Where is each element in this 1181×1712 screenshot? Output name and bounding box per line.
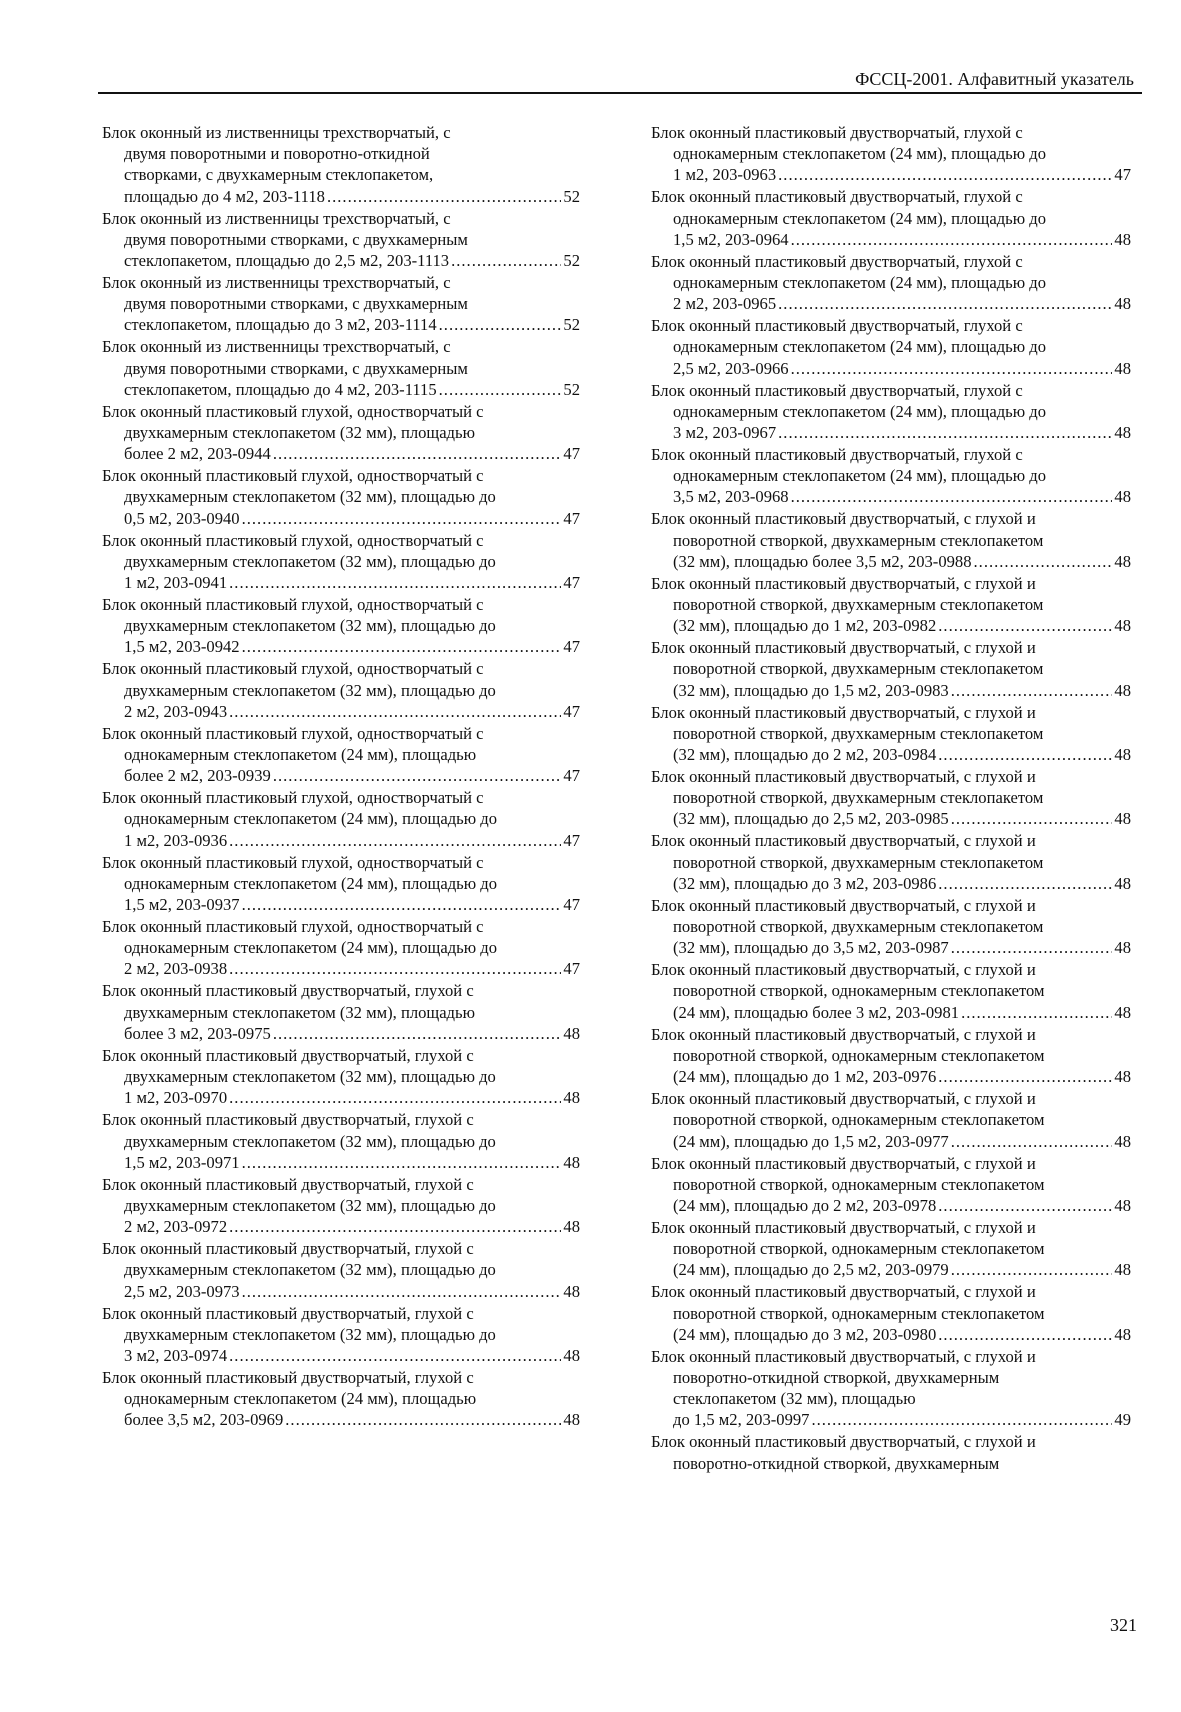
entry-last-line xyxy=(651,808,1131,829)
entry-text: (24 мм), площадью до 1 м2, 203-0976 xyxy=(673,1067,937,1087)
entry-text: Блок оконный пластиковый двустворчатый, с глухой и xyxy=(651,638,1036,658)
entry-text: 1 м2, 203-0936 xyxy=(124,830,228,850)
entry-page-ref: 52 xyxy=(563,186,580,206)
entry-last-line xyxy=(102,1281,580,1302)
index-entry xyxy=(651,1281,1131,1345)
index-entry xyxy=(102,122,580,207)
entry-page-ref: 52 xyxy=(563,315,580,335)
entry-last-line xyxy=(651,229,1131,250)
entry-text: стеклопакетом, площадью до 3 м2, 203-1114 xyxy=(124,315,437,335)
entry-text: 1,5 м2, 203-0971 xyxy=(124,1152,240,1172)
entry-page-ref: 48 xyxy=(1114,1260,1131,1280)
index-entry xyxy=(102,208,580,272)
entry-text: однокамерным стеклопакетом (24 мм), площадью до xyxy=(124,873,497,893)
entry-page-ref: 47 xyxy=(563,701,580,721)
entry-last-line xyxy=(651,486,1131,507)
dot-leader xyxy=(242,1152,562,1173)
dot-leader xyxy=(273,765,562,786)
index-entry xyxy=(651,508,1131,572)
index-entry xyxy=(102,1238,580,1302)
entry-text: однокамерным стеклопакетом (24 мм), площадью до xyxy=(124,938,497,958)
dot-leader xyxy=(273,1023,562,1044)
entry-text: Блок оконный пластиковый двустворчатый, с глухой и xyxy=(651,1089,1036,1109)
entry-last-line xyxy=(102,765,580,786)
entry-text: (32 мм), площадью до 2,5 м2, 203-0985 xyxy=(673,809,949,829)
dot-leader xyxy=(961,1002,1112,1023)
entry-text: однокамерным стеклопакетом (24 мм), площадью до xyxy=(673,208,1046,228)
entry-last-line xyxy=(102,958,580,979)
entry-text: однокамерным стеклопакетом (24 мм), площадью до xyxy=(673,401,1046,421)
entry-text: 1,5 м2, 203-0942 xyxy=(124,637,240,657)
entry-last-line xyxy=(102,1023,580,1044)
dot-leader xyxy=(974,551,1113,572)
entry-text: поворотной створкой, однокамерным стеклопакетом xyxy=(673,1045,1045,1065)
index-entry xyxy=(102,916,580,980)
entry-text: Блок оконный из лиственницы трехстворчатый, с xyxy=(102,273,451,293)
entry-text: двухкамерным стеклопакетом (32 мм), площадью до xyxy=(124,680,496,700)
dot-leader xyxy=(229,1087,561,1108)
entry-page-ref: 47 xyxy=(563,959,580,979)
entry-text: Блок оконный пластиковый двустворчатый, глухой с xyxy=(651,445,1023,465)
index-entry xyxy=(651,1217,1131,1281)
entry-page-ref: 47 xyxy=(563,766,580,786)
dot-leader xyxy=(242,894,562,915)
entry-text: более 2 м2, 203-0939 xyxy=(124,766,271,786)
entry-page-ref: 48 xyxy=(1114,745,1131,765)
index-entry xyxy=(102,852,580,916)
dot-leader xyxy=(951,808,1113,829)
dot-leader xyxy=(229,958,561,979)
entry-page-ref: 48 xyxy=(563,1345,580,1365)
index-entry xyxy=(102,658,580,722)
entry-text: однокамерным стеклопакетом (24 мм), площадью до xyxy=(673,466,1046,486)
entry-text: (24 мм), площадью до 2 м2, 203-0978 xyxy=(673,1195,937,1215)
index-entry xyxy=(651,380,1131,444)
entry-text: Блок оконный пластиковый глухой, одностворчатый с xyxy=(102,595,484,615)
entry-text: поворотной створкой, двухкамерным стеклопакетом xyxy=(673,595,1044,615)
entry-text: Блок оконный пластиковый двустворчатый, с глухой и xyxy=(651,767,1036,787)
entry-text: более 3,5 м2, 203-0969 xyxy=(124,1410,284,1430)
entry-page-ref: 48 xyxy=(1114,487,1131,507)
entry-text: Блок оконный пластиковый глухой, одностворчатый с xyxy=(102,788,484,808)
entry-last-line xyxy=(651,1259,1131,1280)
entry-text: створками, с двухкамерным стеклопакетом, xyxy=(124,165,434,185)
entry-text: (24 мм), площадью более 3 м2, 203-0981 xyxy=(673,1002,960,1022)
entry-text: Блок оконный из лиственницы трехстворчатый, с xyxy=(102,337,451,357)
dot-leader xyxy=(778,422,1112,443)
page-header xyxy=(98,66,1142,94)
entry-last-line xyxy=(651,422,1131,443)
entry-last-line xyxy=(651,1324,1131,1345)
entry-text: двумя поворотными створками, с двухкамерным xyxy=(124,229,468,249)
entry-page-ref: 47 xyxy=(563,895,580,915)
running-title: ФССЦ-2001. Алфавитный указатель xyxy=(855,69,1134,89)
index-entry xyxy=(102,1303,580,1367)
entry-text: Блок оконный пластиковый глухой, одностворчатый с xyxy=(102,401,484,421)
entry-text: поворотной створкой, однокамерным стеклопакетом xyxy=(673,1303,1045,1323)
dot-leader xyxy=(938,744,1112,765)
entry-page-ref: 47 xyxy=(563,830,580,850)
entry-text: более 3 м2, 203-0975 xyxy=(124,1023,271,1043)
entry-text: поворотной створкой, однокамерным стеклопакетом xyxy=(673,981,1045,1001)
entry-last-line xyxy=(102,508,580,529)
entry-text: Блок оконный пластиковый двустворчатый, глухой с xyxy=(102,1239,474,1259)
entry-text: Блок оконный пластиковый двустворчатый, глухой с xyxy=(102,981,474,1001)
entry-text: 1,5 м2, 203-0964 xyxy=(673,229,789,249)
entry-page-ref: 47 xyxy=(1114,165,1131,185)
entry-last-line xyxy=(102,1409,580,1430)
index-entry xyxy=(102,723,580,787)
entry-page-ref: 47 xyxy=(563,573,580,593)
entry-text: поворотной створкой, двухкамерным стеклопакетом xyxy=(673,723,1044,743)
entry-text: 1 м2, 203-0970 xyxy=(124,1088,228,1108)
dot-leader xyxy=(242,1281,562,1302)
entry-text: 1 м2, 203-0963 xyxy=(673,165,777,185)
entry-page-ref: 48 xyxy=(1114,551,1131,571)
entry-text: двухкамерным стеклопакетом (32 мм), площадью до xyxy=(124,551,496,571)
entry-last-line xyxy=(102,830,580,851)
entry-text: Блок оконный из лиственницы трехстворчатый, с xyxy=(102,123,451,142)
entry-page-ref: 48 xyxy=(1114,873,1131,893)
dot-leader xyxy=(439,314,562,335)
entry-text: поворотной створкой, двухкамерным стеклопакетом xyxy=(673,852,1044,872)
dot-leader xyxy=(451,250,561,271)
entry-last-line xyxy=(651,1002,1131,1023)
index-entry xyxy=(102,272,580,336)
entry-last-line xyxy=(102,1152,580,1173)
dot-leader xyxy=(778,293,1112,314)
entry-last-line xyxy=(102,572,580,593)
entry-page-ref: 48 xyxy=(1114,680,1131,700)
dot-leader xyxy=(938,1324,1112,1345)
entry-text: Блок оконный пластиковый двустворчатый, глухой с xyxy=(651,251,1023,271)
index-entry xyxy=(102,980,580,1044)
entry-text: Блок оконный пластиковый двустворчатый, глухой с xyxy=(102,1303,474,1323)
entry-text: 3,5 м2, 203-0968 xyxy=(673,487,789,507)
entry-page-ref: 48 xyxy=(1114,1324,1131,1344)
index-entry xyxy=(651,444,1131,508)
entry-page-ref: 48 xyxy=(1114,1067,1131,1087)
entry-text: двухкамерным стеклопакетом (32 мм), площадью до xyxy=(124,1324,496,1344)
index-entry xyxy=(651,186,1131,250)
entry-last-line xyxy=(102,894,580,915)
entry-page-ref: 48 xyxy=(1114,423,1131,443)
entry-text: более 2 м2, 203-0944 xyxy=(124,444,271,464)
index-entry xyxy=(102,530,580,594)
entry-text: Блок оконный пластиковый глухой, одностворчатый с xyxy=(102,723,484,743)
entry-text: двумя поворотными створками, с двухкамерным xyxy=(124,294,468,314)
entry-text: Блок оконный пластиковый глухой, одностворчатый с xyxy=(102,466,484,486)
dot-leader xyxy=(951,937,1113,958)
entry-text: двухкамерным стеклопакетом (32 мм), площадью xyxy=(124,1002,475,1022)
entry-text: Блок оконный пластиковый двустворчатый, глухой с xyxy=(651,380,1023,400)
entry-text: (32 мм), площадью до 1,5 м2, 203-0983 xyxy=(673,680,949,700)
entry-last-line xyxy=(651,680,1131,701)
dot-leader xyxy=(938,1195,1112,1216)
index-entry xyxy=(651,1024,1131,1088)
entry-text: поворотно-откидной створкой, двухкамерным xyxy=(673,1367,1000,1387)
dot-leader xyxy=(273,443,562,464)
dot-leader xyxy=(951,1131,1113,1152)
entry-text: Блок оконный пластиковый двустворчатый, с глухой и xyxy=(651,1346,1036,1366)
dot-leader xyxy=(951,680,1113,701)
index-entry xyxy=(102,594,580,658)
entry-text: однокамерным стеклопакетом (24 мм), площадью до xyxy=(673,144,1046,164)
entry-text: (24 мм), площадью до 1,5 м2, 203-0977 xyxy=(673,1131,949,1151)
entry-text: двухкамерным стеклопакетом (32 мм), площадью до xyxy=(124,1260,496,1280)
dot-leader xyxy=(285,1409,561,1430)
entry-last-line xyxy=(651,1131,1131,1152)
entry-page-ref: 48 xyxy=(1114,616,1131,636)
entry-text: однокамерным стеклопакетом (24 мм), площадью xyxy=(124,745,477,765)
index-entry xyxy=(651,766,1131,830)
index-entry xyxy=(651,573,1131,637)
entry-page-ref: 48 xyxy=(1114,938,1131,958)
entry-text: стеклопакетом, площадью до 4 м2, 203-1115 xyxy=(124,379,437,399)
index-entry xyxy=(651,637,1131,701)
entry-page-ref: 48 xyxy=(563,1217,580,1237)
entry-text: двухкамерным стеклопакетом (32 мм), площадью до xyxy=(124,487,496,507)
entry-text: поворотной створкой, однокамерным стеклопакетом xyxy=(673,1110,1045,1130)
dot-leader xyxy=(229,830,561,851)
dot-leader xyxy=(229,572,561,593)
index-entry xyxy=(102,1174,580,1238)
entry-text: 1,5 м2, 203-0937 xyxy=(124,895,240,915)
entry-last-line xyxy=(651,293,1131,314)
entry-text: Блок оконный пластиковый двустворчатый, с глухой и xyxy=(651,1024,1036,1044)
index-entry xyxy=(651,830,1131,894)
entry-page-ref: 52 xyxy=(563,379,580,399)
dot-leader xyxy=(938,1066,1112,1087)
entry-text: площадью до 4 м2, 203-1118 xyxy=(124,186,325,206)
entry-text: Блок оконный пластиковый двустворчатый, с глухой и xyxy=(651,1282,1036,1302)
dot-leader xyxy=(938,873,1112,894)
dot-leader xyxy=(791,486,1113,507)
entry-text: однокамерным стеклопакетом (24 мм), площадью до xyxy=(673,273,1046,293)
entry-text: Блок оконный из лиственницы трехстворчатый, с xyxy=(102,208,451,228)
entry-text: поворотной створкой, двухкамерным стеклопакетом xyxy=(673,530,1044,550)
dot-leader xyxy=(242,636,562,657)
dot-leader xyxy=(951,1259,1113,1280)
dot-leader xyxy=(811,1409,1112,1430)
entry-last-line xyxy=(102,1087,580,1108)
entry-text: однокамерным стеклопакетом (24 мм), площадью до xyxy=(673,337,1046,357)
entry-last-line xyxy=(102,186,580,207)
index-entry xyxy=(102,336,580,400)
entry-text: (24 мм), площадью до 2,5 м2, 203-0979 xyxy=(673,1260,949,1280)
dot-leader xyxy=(229,1216,561,1237)
entry-text: стеклопакетом, площадью до 2,5 м2, 203-1113 xyxy=(124,251,450,271)
entry-page-ref: 48 xyxy=(1114,1002,1131,1022)
entry-last-line xyxy=(102,636,580,657)
index-entry xyxy=(651,959,1131,1023)
dot-leader xyxy=(229,1345,561,1366)
index-entry xyxy=(102,787,580,851)
dot-leader xyxy=(778,164,1112,185)
entry-text: Блок оконный пластиковый двустворчатый, с глухой и xyxy=(651,960,1036,980)
index-entry xyxy=(651,1153,1131,1217)
entry-text: Блок оконный пластиковый двустворчатый, глухой с xyxy=(102,1367,474,1387)
entry-text: 2 м2, 203-0943 xyxy=(124,701,228,721)
dot-leader xyxy=(229,701,561,722)
entry-text: (32 мм), площадью до 3 м2, 203-0986 xyxy=(673,873,937,893)
dot-leader xyxy=(439,379,562,400)
index-entry xyxy=(651,1431,1131,1473)
entry-text: Блок оконный пластиковый двустворчатый, глухой с xyxy=(102,1174,474,1194)
entry-text: Блок оконный пластиковый двустворчатый, с глухой и xyxy=(651,1432,1036,1452)
entry-text: до 1,5 м2, 203-0997 xyxy=(673,1410,810,1430)
entry-last-line xyxy=(651,358,1131,379)
index-entry xyxy=(651,1088,1131,1152)
entry-page-ref: 48 xyxy=(1114,1195,1131,1215)
entry-text: двумя поворотными створками, с двухкамерным xyxy=(124,358,468,378)
dot-leader xyxy=(791,229,1113,250)
entry-last-line xyxy=(651,937,1131,958)
entry-last-line xyxy=(651,1066,1131,1087)
entry-text: поворотной створкой, двухкамерным стеклопакетом xyxy=(673,917,1044,937)
entry-text: Блок оконный пластиковый глухой, одностворчатый с xyxy=(102,659,484,679)
entry-page-ref: 48 xyxy=(1114,294,1131,314)
entry-last-line xyxy=(102,250,580,271)
entry-page-ref: 47 xyxy=(563,508,580,528)
entry-text: однокамерным стеклопакетом (24 мм), площадью xyxy=(124,1389,477,1409)
entry-text: Блок оконный пластиковый двустворчатый, с глухой и xyxy=(651,1153,1036,1173)
entry-page-ref: 48 xyxy=(563,1088,580,1108)
entry-text: однокамерным стеклопакетом (24 мм), площадью до xyxy=(124,809,497,829)
entry-page-ref: 48 xyxy=(563,1410,580,1430)
index-entry xyxy=(651,702,1131,766)
entry-last-line xyxy=(102,314,580,335)
entry-text: (24 мм), площадью до 3 м2, 203-0980 xyxy=(673,1324,937,1344)
entry-last-line xyxy=(102,1345,580,1366)
entry-last-line xyxy=(651,1409,1131,1430)
entry-text: 3 м2, 203-0974 xyxy=(124,1345,228,1365)
entry-page-ref: 48 xyxy=(563,1152,580,1172)
index-entry xyxy=(651,895,1131,959)
entry-text: 1 м2, 203-0941 xyxy=(124,573,228,593)
entry-text: 2 м2, 203-0965 xyxy=(673,294,777,314)
entry-last-line xyxy=(651,1195,1131,1216)
entry-text: Блок оконный пластиковый двустворчатый, с глухой и xyxy=(651,1217,1036,1237)
entry-page-ref: 48 xyxy=(1114,229,1131,249)
entry-text: двухкамерным стеклопакетом (32 мм), площадью до xyxy=(124,616,496,636)
entry-last-line xyxy=(651,164,1131,185)
entry-text: Блок оконный пластиковый глухой, одностворчатый с xyxy=(102,917,484,937)
dot-leader xyxy=(242,508,562,529)
entry-text: поворотно-откидной створкой, двухкамерным xyxy=(673,1453,1000,1473)
index-entry xyxy=(651,251,1131,315)
entry-page-ref: 48 xyxy=(563,1023,580,1043)
entry-last-line xyxy=(651,744,1131,765)
entry-text: Блок оконный пластиковый двустворчатый, глухой с xyxy=(651,123,1023,142)
entry-last-line xyxy=(102,443,580,464)
entry-text: стеклопакетом (32 мм), площадью xyxy=(673,1389,916,1409)
index-entry xyxy=(102,465,580,529)
entry-page-ref: 48 xyxy=(1114,1131,1131,1151)
entry-text: Блок оконный пластиковый глухой, одностворчатый с xyxy=(102,852,484,872)
entry-text: Блок оконный пластиковый двустворчатый, глухой с xyxy=(651,187,1023,207)
entry-last-line xyxy=(102,701,580,722)
index-entry xyxy=(102,1367,580,1431)
entry-last-line xyxy=(651,873,1131,894)
index-column-right xyxy=(651,122,1131,1475)
entry-text: (32 мм), площадью более 3,5 м2, 203-0988 xyxy=(673,551,972,571)
dot-leader xyxy=(938,615,1112,636)
entry-text: поворотной створкой, двухкамерным стеклопакетом xyxy=(673,788,1044,808)
entry-text: (32 мм), площадью до 1 м2, 203-0982 xyxy=(673,616,937,636)
entry-text: поворотной створкой, однокамерным стеклопакетом xyxy=(673,1239,1045,1259)
entry-page-ref: 48 xyxy=(563,1281,580,1301)
index-entry xyxy=(651,315,1131,379)
dot-leader xyxy=(791,358,1113,379)
index-entry xyxy=(102,1045,580,1109)
entry-text: двухкамерным стеклопакетом (32 мм), площадью до xyxy=(124,1195,496,1215)
entry-text: Блок оконный пластиковый двустворчатый, с глухой и xyxy=(651,509,1036,529)
index-column-left xyxy=(102,122,580,1431)
entry-text: Блок оконный пластиковый двустворчатый, с глухой и xyxy=(651,573,1036,593)
entry-text: поворотной створкой, однокамерным стеклопакетом xyxy=(673,1174,1045,1194)
entry-page-ref: 52 xyxy=(563,251,580,271)
entry-text: (32 мм), площадью до 3,5 м2, 203-0987 xyxy=(673,938,949,958)
entry-page-ref: 48 xyxy=(1114,358,1131,378)
dot-leader xyxy=(327,186,561,207)
entry-text: Блок оконный пластиковый двустворчатый, глухой с xyxy=(102,1110,474,1130)
entry-text: двухкамерным стеклопакетом (32 мм), площадью до xyxy=(124,1067,496,1087)
page-number: 321 xyxy=(1110,1615,1137,1635)
entry-page-ref: 49 xyxy=(1114,1410,1131,1430)
entry-text: двумя поворотными и поворотно-откидной xyxy=(124,144,430,164)
entry-text: (32 мм), площадью до 2 м2, 203-0984 xyxy=(673,745,937,765)
entry-text: Блок оконный пластиковый двустворчатый, глухой с xyxy=(102,1045,474,1065)
entry-last-line xyxy=(102,379,580,400)
entry-page-ref: 48 xyxy=(1114,809,1131,829)
entry-text: 3 м2, 203-0967 xyxy=(673,423,777,443)
entry-last-line xyxy=(651,615,1131,636)
index-entry xyxy=(102,401,580,465)
entry-text: Блок оконный пластиковый двустворчатый, с глухой и xyxy=(651,895,1036,915)
entry-text: 2,5 м2, 203-0966 xyxy=(673,358,789,378)
entry-last-line xyxy=(102,1216,580,1237)
entry-text: Блок оконный пластиковый глухой, одностворчатый с xyxy=(102,530,484,550)
index-entry xyxy=(651,122,1131,186)
entry-text: двухкамерным стеклопакетом (32 мм), площадью xyxy=(124,423,475,443)
entry-text: двухкамерным стеклопакетом (32 мм), площадью до xyxy=(124,1131,496,1151)
entry-text: Блок оконный пластиковый двустворчатый, с глухой и xyxy=(651,702,1036,722)
entry-text: 2,5 м2, 203-0973 xyxy=(124,1281,240,1301)
index-entry xyxy=(102,1109,580,1173)
entry-page-ref: 47 xyxy=(563,637,580,657)
entry-text: 0,5 м2, 203-0940 xyxy=(124,508,240,528)
entry-page-ref: 47 xyxy=(563,444,580,464)
entry-last-line xyxy=(651,551,1131,572)
index-entry xyxy=(651,1346,1131,1431)
entry-text: Блок оконный пластиковый двустворчатый, глухой с xyxy=(651,316,1023,336)
entry-text: Блок оконный пластиковый двустворчатый, с глухой и xyxy=(651,831,1036,851)
entry-text: 2 м2, 203-0938 xyxy=(124,959,228,979)
entry-text: поворотной створкой, двухкамерным стеклопакетом xyxy=(673,659,1044,679)
entry-text: 2 м2, 203-0972 xyxy=(124,1217,228,1237)
